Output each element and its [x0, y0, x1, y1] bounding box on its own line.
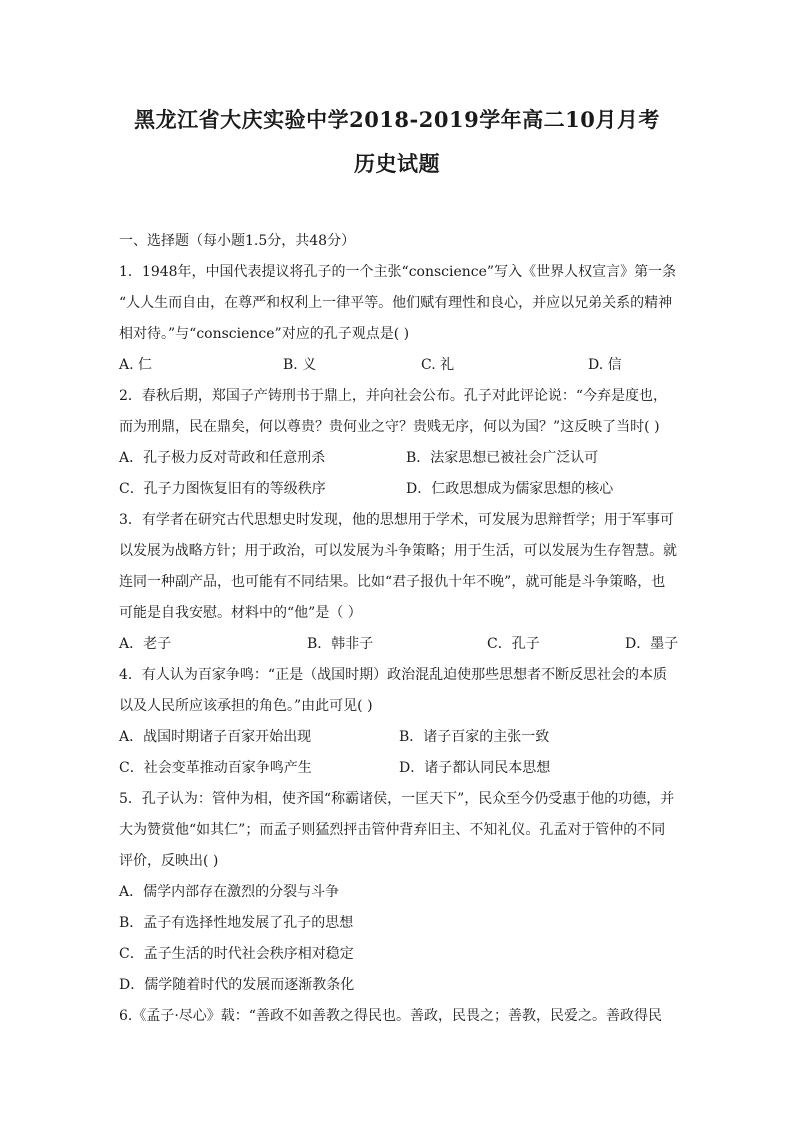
exam-title: 黑龙江省大庆实验中学2018-2019学年高二10月月考: [134, 107, 660, 132]
question-5-option-b: B．孟子有选择性地发展了孔子的思想: [119, 915, 354, 931]
question-3-option-b: B．韩非子: [307, 636, 374, 652]
question-5-line-2: 大为赞赏他“如其仁”；而孟子则猛烈抨击管仲背弃旧主、不知礼仪。孔孟对于管仲的不同: [119, 822, 666, 838]
question-5-option-d: D．儒学随着时代的发展而逐渐教条化: [119, 977, 355, 993]
question-4-option-c: C．社会变革推动百家争鸣产生: [119, 760, 312, 776]
question-2-line-1: 2．春秋后期，郑国子产铸刑书于鼎上，并向社会公布。孔子对此评论说：“今弃是度也，: [119, 388, 668, 404]
question-3-option-c: C．孔子: [487, 636, 540, 652]
question-2-line-2: 而为刑鼎，民在鼎矣，何以尊贵？贵何业之守？贵贱无序，何以为国？”这反映了当时( ): [119, 419, 660, 435]
question-3-option-d: D．墨子: [625, 636, 679, 652]
question-2-option-d: D．仁政思想成为儒家思想的核心: [406, 481, 614, 497]
question-1-option-a: A. 仁: [119, 357, 153, 373]
exam-subtitle: 历史试题: [354, 151, 440, 176]
question-5-line-1: 5．孔子认为：管仲为相，使齐国“称霸诸侯，一匡天下”，民众至今仍受惠于他的功德，并: [119, 791, 675, 807]
question-1-option-d: D. 信: [588, 357, 622, 373]
question-2-option-c: C．孔子力图恢复旧有的等级秩序: [119, 481, 326, 497]
question-1-line-2: “人人生而自由，在尊严和权利上一律平等。他们赋有理性和良心，并应以兄弟关系的精神: [119, 295, 673, 311]
question-5-option-a: A．儒学内部存在激烈的分裂与斗争: [119, 884, 340, 900]
question-3-line-4: 可能是自我安慰。材料中的“他”是（ ）: [119, 605, 362, 621]
question-3-option-a: A．老子: [119, 636, 172, 652]
question-1-line-3: 相对待。”与“conscience”对应的孔子观点是( ): [119, 326, 410, 342]
question-4-option-a: A．战国时期诸子百家开始出现: [119, 729, 312, 745]
question-2-option-a: A．孔子极力反对苛政和任意刑杀: [119, 450, 326, 466]
question-1-option-b: B. 义: [283, 357, 317, 373]
question-5-line-3: 评价，反映出( ): [119, 853, 219, 869]
question-2-option-b: B．法家思想已被社会广泛认可: [406, 450, 599, 466]
question-3-line-2: 以发展为战略方针；用于政治，可以发展为斗争策略；用于生活，可以发展为生存智慧。就: [119, 543, 677, 559]
question-3-line-3: 连同一种副产品，也可能有不同结果。比如“君子报仇十年不晚”，就可能是斗争策略，也: [119, 574, 666, 590]
question-3-line-1: 3．有学者在研究古代思想史时发现，他的思想用于学术，可发展为思辩哲学；用于军事可: [119, 512, 674, 528]
question-4-option-b: B．诸子百家的主张一致: [399, 729, 550, 745]
section-heading: 一、选择题（每小题1.5分，共48分）: [119, 233, 356, 249]
question-1-option-c: C. 礼: [421, 357, 455, 373]
question-4-line-1: 4．有人认为百家争鸣：“正是（战国时期）政治混乱迫使那些思想者不断反思社会的本质: [119, 667, 668, 683]
question-4-option-d: D．诸子都认同民本思想: [399, 760, 551, 776]
question-5-option-c: C．孟子生活的时代社会秩序相对稳定: [119, 946, 354, 962]
question-6-line-1: 6.《孟子·尽心》载：“善政不如善教之得民也。善政，民畏之；善教，民爱之。善政得民: [119, 1008, 662, 1024]
question-1-line-1: 1．1948年，中国代表提议将孔子的一个主张“conscience”写入《世界人权宣言》第一条: [119, 264, 677, 280]
question-4-line-2: 以及人民所应该承担的角色。”由此可见( ): [119, 698, 373, 714]
